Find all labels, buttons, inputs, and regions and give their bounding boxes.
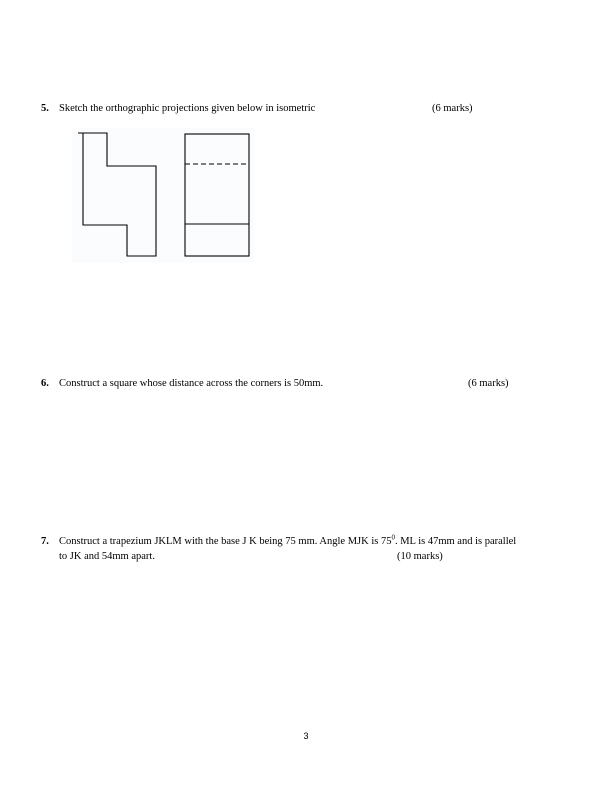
question-7 xyxy=(41,535,586,567)
question-5-marks: (6 marks) xyxy=(432,103,473,114)
question-5-number: 5. xyxy=(41,103,49,114)
orthographic-projections-figure xyxy=(72,128,254,263)
page-number: 3 xyxy=(303,731,309,741)
question-7-number: 7. xyxy=(41,536,49,547)
question-7-text-line-2: to JK and 54mm apart. xyxy=(59,551,155,562)
question-7-marks: (10 marks) xyxy=(397,551,443,562)
figure-background xyxy=(72,128,254,263)
question-5 xyxy=(41,102,581,118)
question-6-number: 6. xyxy=(41,378,49,389)
question-7-text-part-1: Construct a trapezium JKLM with the base J K being 75 mm. Angle MJK is 75 xyxy=(59,536,392,547)
question-5-text: Sketch the orthographic projections given below in isometric xyxy=(59,103,316,114)
question-6 xyxy=(41,377,581,393)
degree-superscript: 0 xyxy=(391,533,395,542)
question-7-text-line-1 xyxy=(59,535,516,549)
question-7-text-part-2: . ML is 47mm and is parallel xyxy=(394,536,517,547)
question-6-marks: (6 marks) xyxy=(468,378,509,389)
question-6-text: Construct a square whose distance across the corners is 50mm. xyxy=(59,378,324,389)
